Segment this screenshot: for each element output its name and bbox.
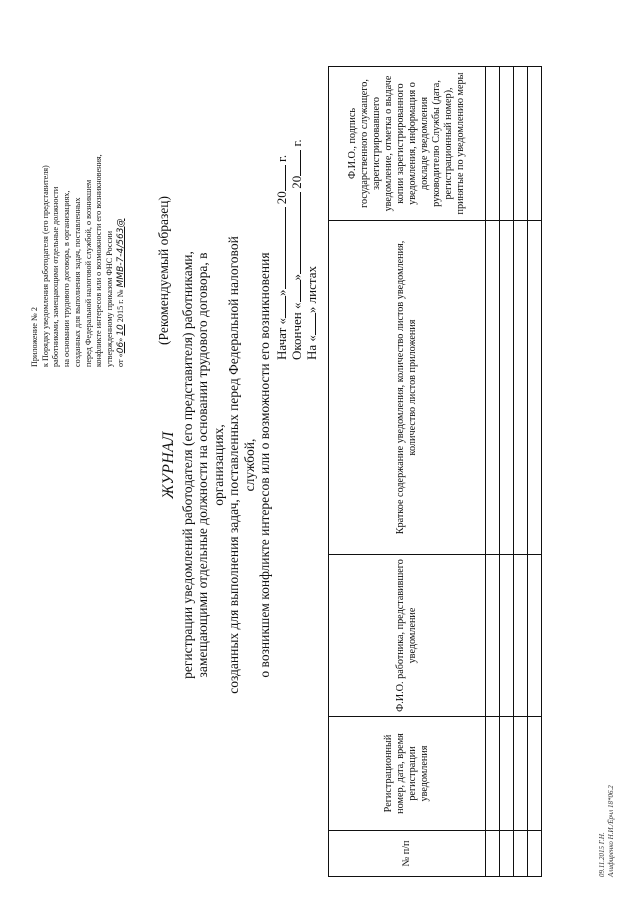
started-month-blank bbox=[274, 207, 286, 289]
table-cell bbox=[500, 831, 514, 877]
table-cell bbox=[514, 67, 528, 221]
order-number: ММВ-7-4/563@ bbox=[115, 218, 126, 288]
subtitle-line: созданных для выполнения задач, поставленных перед Федеральной налоговой службой, bbox=[226, 236, 257, 694]
order-year: 2015 г. № bbox=[115, 289, 125, 323]
subtitle-line: замещающими отдельные должности на основании трудового договора, в организациях, bbox=[195, 252, 226, 678]
order-month: 10 bbox=[115, 324, 126, 336]
table-cell bbox=[514, 831, 528, 877]
footnote-line: Алифиренко Н.И./Ёрчл 18*06.2 bbox=[606, 785, 615, 877]
table-cell bbox=[486, 555, 500, 717]
subtitle-line: регистрации уведомлений работодателя (его представителя) работниками, bbox=[180, 251, 195, 679]
ended-month-blank bbox=[289, 192, 301, 274]
table-row bbox=[528, 67, 542, 877]
journal-table bbox=[328, 66, 542, 877]
header-registration: Регистрационный номер, дата, время регистрации уведомления bbox=[329, 717, 486, 831]
appendix-line: Приложение № 2 bbox=[30, 307, 39, 367]
table-cell bbox=[528, 67, 542, 221]
ended-year: 20 bbox=[289, 175, 304, 189]
header-registrar: Ф.И.О., подпись государственного служащего, зарегистрировавшего уведомление, отметка о выдаче копии зарегистрированного уведомления, информация о докладе уведомления руководителю Службы (дата, регистрационный номер), принятые по уведомлению меры bbox=[329, 67, 486, 221]
handwritten-footnote bbox=[598, 785, 615, 877]
order-day: 06 bbox=[115, 341, 126, 354]
sheets-blank bbox=[304, 313, 316, 335]
subtitle-line: о возникшем конфликте интересов или о возможности его возникновения bbox=[257, 252, 273, 678]
appendix-reference bbox=[30, 37, 126, 367]
table-cell bbox=[528, 555, 542, 717]
sheets-line bbox=[304, 139, 319, 360]
header-number: № п/п bbox=[329, 831, 486, 877]
order-reference bbox=[116, 37, 127, 367]
table-cell bbox=[486, 67, 500, 221]
table-cell bbox=[500, 221, 514, 555]
appendix-line: на основании трудового договора, в организациях, bbox=[62, 190, 72, 367]
table-body bbox=[486, 67, 542, 877]
appendix-line: созданных для выполнения задач, поставленных bbox=[72, 197, 82, 367]
journal-dates bbox=[274, 139, 319, 360]
table-row bbox=[500, 67, 514, 877]
table-cell bbox=[528, 831, 542, 877]
ended-mid: » bbox=[289, 273, 304, 281]
started-year: 20 bbox=[274, 191, 289, 205]
appendix-line: к Порядку уведомления работодателя (его представителя) bbox=[40, 165, 50, 367]
order-prefix: от « bbox=[115, 353, 125, 367]
table-cell bbox=[514, 555, 528, 717]
appendix-line: работниками, замещающими отдельные должности bbox=[51, 186, 61, 367]
appendix-line: конфликте интересов или о возможности его возникновения, bbox=[94, 154, 104, 367]
order-mid: » bbox=[115, 337, 125, 342]
table-cell bbox=[500, 555, 514, 717]
table-cell bbox=[514, 221, 528, 555]
started-line bbox=[274, 139, 289, 360]
journal-title: ЖУРНАЛ bbox=[160, 431, 177, 499]
table-cell bbox=[500, 67, 514, 221]
table-header-row bbox=[329, 67, 486, 877]
sheets-label: На « bbox=[304, 335, 319, 360]
ended-label: Окончен « bbox=[289, 302, 304, 360]
ended-year-blank bbox=[289, 150, 301, 176]
appendix-line: перед Федеральной налоговой службой, о возникшем bbox=[83, 179, 93, 367]
table-cell bbox=[486, 221, 500, 555]
started-year-blank bbox=[274, 165, 286, 191]
table-cell bbox=[528, 221, 542, 555]
ended-line bbox=[289, 139, 304, 360]
journal-subtitle bbox=[180, 215, 272, 715]
ended-suffix: г. bbox=[289, 139, 304, 147]
table-cell bbox=[486, 717, 500, 831]
header-employee: Ф.И.О. работника, представившего уведомление bbox=[329, 555, 486, 717]
started-label: Начат « bbox=[274, 317, 289, 360]
started-mid: » bbox=[274, 289, 289, 296]
journal-title-block bbox=[160, 215, 272, 715]
started-day-blank bbox=[274, 296, 286, 318]
table-row bbox=[486, 67, 500, 877]
header-summary: Краткое содержание уведомления, количество листов уведомления, количество листов приложения bbox=[329, 221, 486, 555]
table-cell bbox=[528, 717, 542, 831]
table-cell bbox=[486, 831, 500, 877]
started-suffix: г. bbox=[274, 154, 289, 162]
sheets-suffix: » листах bbox=[304, 266, 319, 314]
sample-label: (Рекомендуемый образец) bbox=[156, 196, 171, 345]
appendix-line: утвержденному приказом ФНС России bbox=[104, 231, 114, 367]
table-row bbox=[514, 67, 528, 877]
table-cell bbox=[514, 717, 528, 831]
table-cell bbox=[500, 717, 514, 831]
footnote-line: 09.11.2015 Г.Н. bbox=[598, 832, 606, 877]
ended-day-blank bbox=[289, 280, 301, 302]
